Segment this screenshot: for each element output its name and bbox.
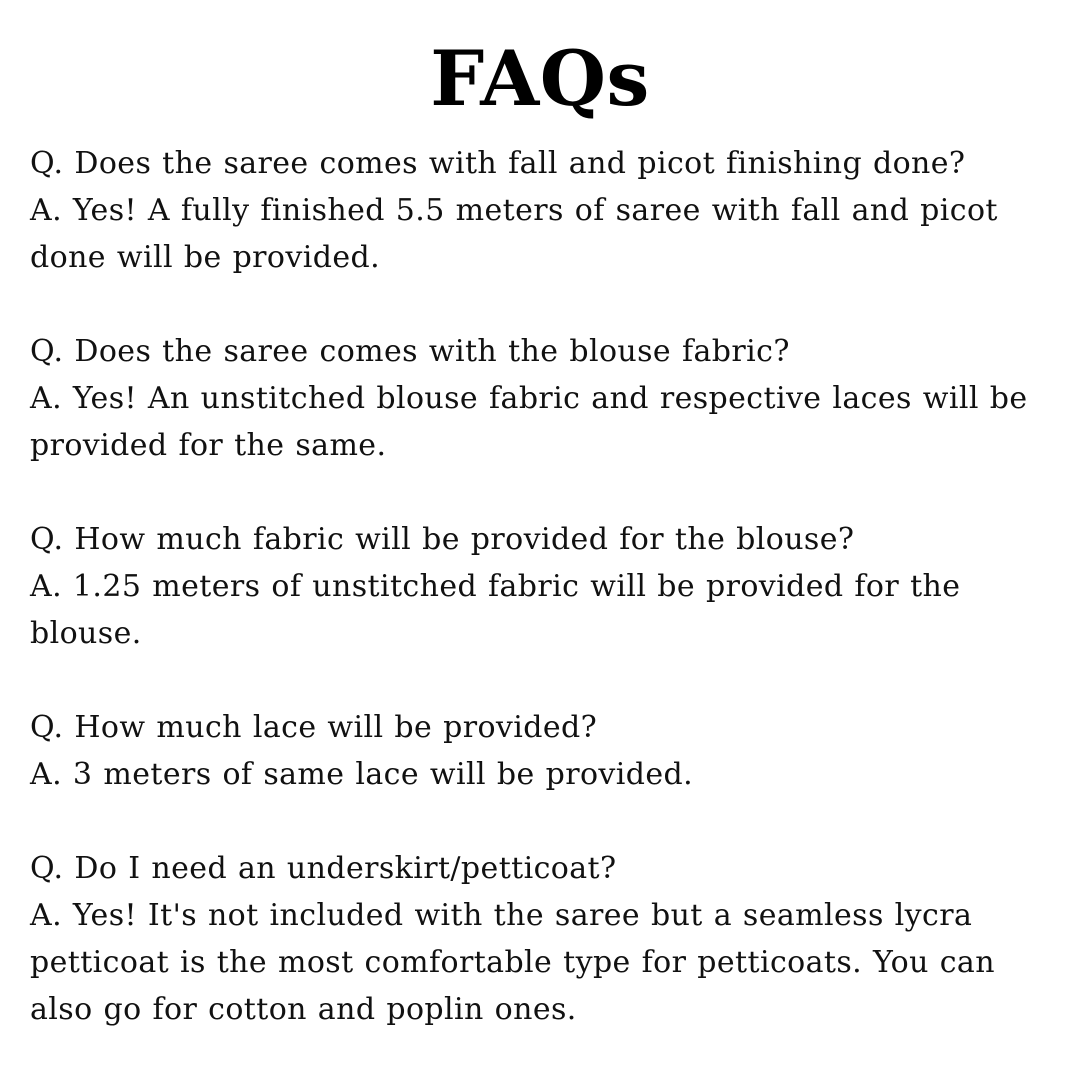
faq-answer: A. Yes! An unstitched blouse fabric and respective laces will be provided for the same. <box>30 381 1028 463</box>
faq-answer: A. Yes! A fully finished 5.5 meters of saree with fall and picot done will be provided. <box>30 193 998 275</box>
faq-list <box>30 140 1060 1080</box>
faq-item <box>30 845 1060 1033</box>
page-title: FAQs <box>430 34 650 123</box>
faq-item <box>30 140 1060 281</box>
faq-question: Q. Do I need an underskirt/petticoat? <box>30 851 617 886</box>
faq-answer: A. 1.25 meters of unstitched fabric will be provided for the blouse. <box>30 569 961 651</box>
faq-item <box>30 704 1060 798</box>
faq-question: Q. How much fabric will be provided for the blouse? <box>30 522 855 557</box>
faq-item <box>30 328 1060 469</box>
faq-answer: A. Yes! It's not included with the saree but a seamless lycra petticoat is the most comfortable type for petticoats. You can also go for cotton and poplin ones. <box>30 898 995 1027</box>
faq-question: Q. Does the saree comes with fall and picot finishing done? <box>30 146 966 181</box>
faq-question: Q. How much lace will be provided? <box>30 710 598 745</box>
faq-answer: A. 3 meters of same lace will be provided. <box>30 757 694 792</box>
faq-question: Q. Does the saree comes with the blouse fabric? <box>30 334 790 369</box>
faq-item <box>30 516 1060 657</box>
